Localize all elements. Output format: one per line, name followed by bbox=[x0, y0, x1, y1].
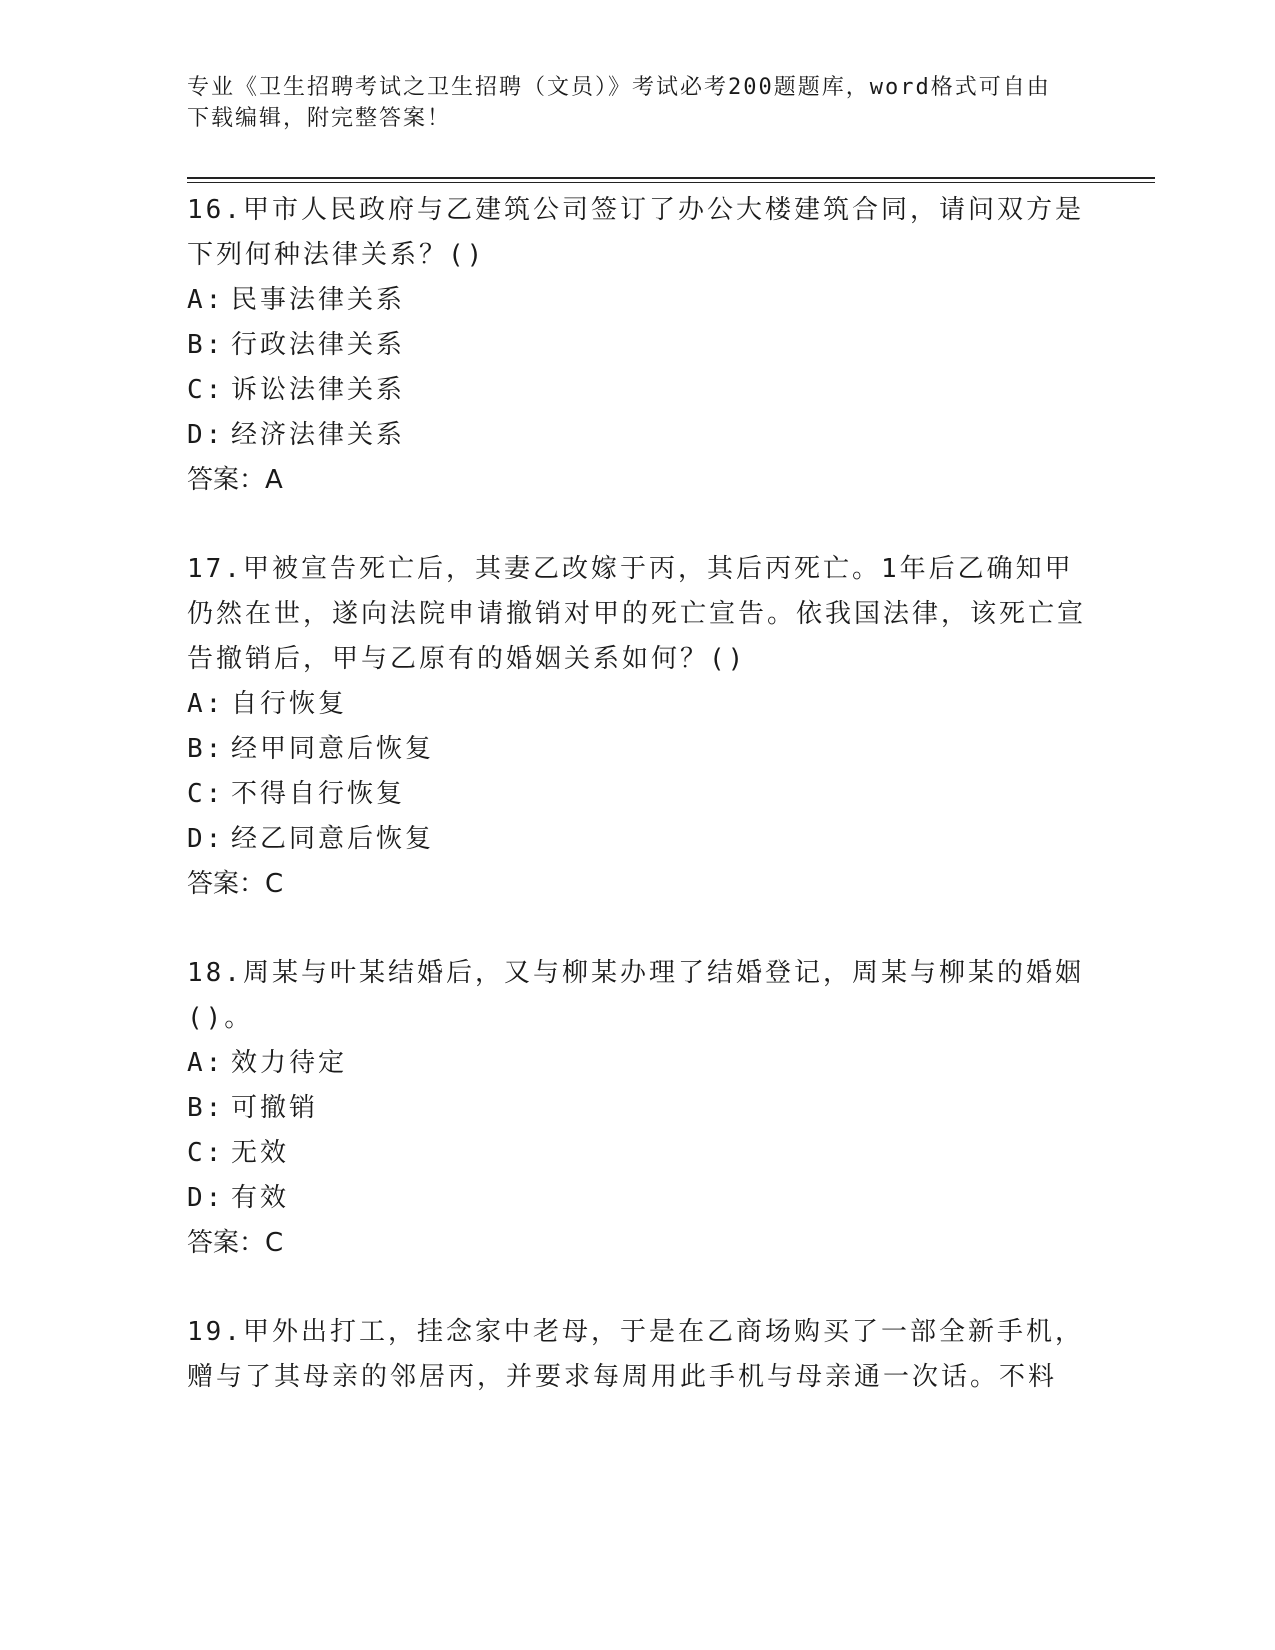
question-19 bbox=[187, 1310, 1087, 1400]
option-key: C: bbox=[187, 375, 225, 405]
option-c bbox=[187, 772, 1087, 817]
option-key: A: bbox=[187, 1048, 225, 1078]
option-c bbox=[187, 1131, 1087, 1176]
option-text: 效力待定 bbox=[231, 1048, 348, 1078]
question-18 bbox=[187, 951, 1087, 1266]
option-key: B: bbox=[187, 734, 225, 764]
option-a bbox=[187, 1041, 1087, 1086]
divider-thin-line bbox=[187, 182, 1155, 183]
option-text: 经乙同意后恢复 bbox=[231, 824, 435, 854]
option-c bbox=[187, 368, 1087, 413]
option-a bbox=[187, 278, 1087, 323]
option-b bbox=[187, 1086, 1087, 1131]
question-stem: 16.甲市人民政府与乙建筑公司签订了办公大楼建筑合同，请问双方是下列何种法律关系？() bbox=[187, 195, 1084, 270]
question-stem: 17.甲被宣告死亡后，其妻乙改嫁于丙，其后丙死亡。1年后乙确知甲仍然在世，遂向法院申请撤销对甲的死亡宣告。依我国法律，该死亡宣告撤销后，甲与乙原有的婚姻关系如何？() bbox=[187, 554, 1087, 674]
option-text: 行政法律关系 bbox=[231, 330, 406, 360]
option-text: 不得自行恢复 bbox=[231, 779, 406, 809]
option-key: A: bbox=[187, 285, 225, 315]
question-stem: 19.甲外出打工，挂念家中老母，于是在乙商场购买了一部全新手机，赠与了其母亲的邻居丙，并要求每周用此手机与母亲通一次话。不料 bbox=[187, 1317, 1084, 1392]
question-16 bbox=[187, 188, 1087, 503]
option-key: B: bbox=[187, 330, 225, 360]
option-d bbox=[187, 413, 1087, 458]
option-key: C: bbox=[187, 779, 225, 809]
document-header: 专业《卫生招聘考试之卫生招聘（文员）》考试必考200题题库，word格式可自由下载编辑，附完整答案！ bbox=[187, 75, 1051, 131]
option-key: A: bbox=[187, 689, 225, 719]
answer-line: 答案：C bbox=[187, 1228, 284, 1258]
question-17 bbox=[187, 547, 1087, 907]
option-key: D: bbox=[187, 1183, 225, 1213]
option-text: 经济法律关系 bbox=[231, 420, 406, 450]
option-b bbox=[187, 727, 1087, 772]
option-a bbox=[187, 682, 1087, 727]
option-text: 诉讼法律关系 bbox=[231, 375, 406, 405]
option-d bbox=[187, 1176, 1087, 1221]
option-text: 有效 bbox=[231, 1183, 290, 1213]
option-text: 可撤销 bbox=[231, 1093, 319, 1123]
document-page bbox=[187, 72, 1167, 1392]
divider-thick-line bbox=[187, 177, 1155, 179]
option-b bbox=[187, 323, 1087, 368]
answer-line: 答案：A bbox=[187, 465, 283, 495]
answer-line: 答案：C bbox=[187, 869, 284, 899]
option-d bbox=[187, 817, 1087, 862]
question-list bbox=[187, 188, 1087, 1444]
option-key: D: bbox=[187, 420, 225, 450]
option-text: 自行恢复 bbox=[231, 689, 348, 719]
option-key: D: bbox=[187, 824, 225, 854]
option-text: 民事法律关系 bbox=[231, 285, 406, 315]
option-text: 无效 bbox=[231, 1138, 290, 1168]
option-text: 经甲同意后恢复 bbox=[231, 734, 435, 764]
option-key: C: bbox=[187, 1138, 225, 1168]
question-stem: 18.周某与叶某结婚后，又与柳某办理了结婚登记，周某与柳某的婚姻()。 bbox=[187, 958, 1084, 1033]
header-divider bbox=[187, 177, 1155, 183]
option-key: B: bbox=[187, 1093, 225, 1123]
